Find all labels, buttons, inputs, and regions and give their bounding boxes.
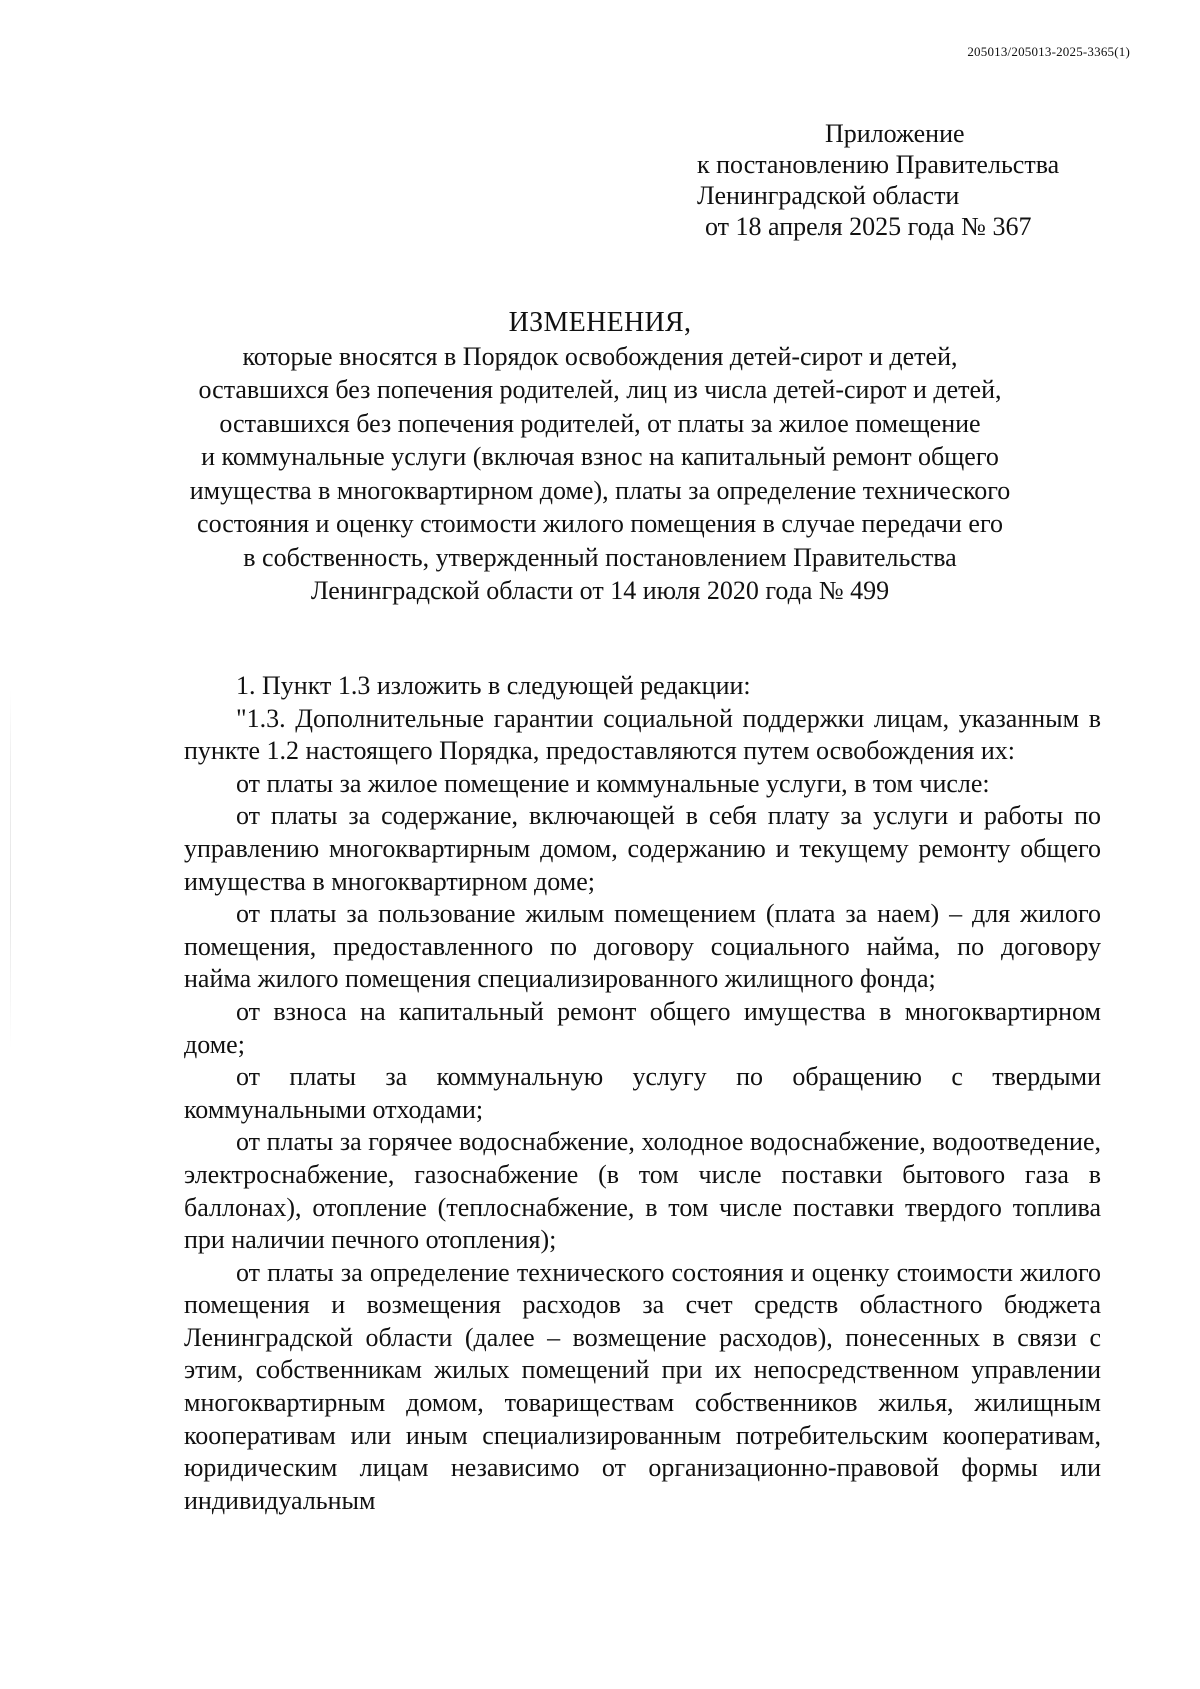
document-title bbox=[150, 306, 1050, 608]
appendix-line-2: к постановлению Правительства bbox=[697, 150, 1060, 179]
appendix-label: Приложение bbox=[825, 119, 965, 148]
title-line: и коммунальные услуги (включая взнос на капитальный ремонт общего bbox=[201, 442, 999, 471]
title-line: Ленинградской области от 14 июля 2020 года № 499 bbox=[310, 576, 890, 605]
document-number: 205013/205013-2025-3365(1) bbox=[967, 44, 1130, 59]
paragraph: 1. Пункт 1.3 изложить в следующей редакции: bbox=[236, 671, 751, 700]
appendix-line-3: Ленинградской области bbox=[697, 181, 960, 210]
title-line: в собственность, утвержденный постановлением Правительства bbox=[243, 542, 957, 572]
paragraph: от платы за пользование жилым помещением (плата за наем) – для жилого помещения, предоставленного по договору социального найма, по договору найма жилого помещения специализированного жилищного фонда; bbox=[184, 899, 1101, 994]
scan-crease bbox=[10, 690, 11, 1050]
paragraph: от взноса на капитальный ремонт общего имущества в многоквартирном доме; bbox=[184, 996, 1101, 1059]
title-line: которые вносятся в Порядок освобождения детей-сирот и детей, bbox=[242, 341, 958, 371]
appendix-block bbox=[697, 118, 1059, 242]
title-heading: ИЗМЕНЕНИЯ, bbox=[508, 307, 692, 338]
title-line: состояния и оценку стоимости жилого помещения в случае передачи его bbox=[197, 509, 1003, 538]
paragraph: от платы за горячее водоснабжение, холодное водоснабжение, водоотведение, электроснабжение, газоснабжение (в том числе поставки бытового газа в баллонах), отопление (теплоснабжение, в том числе поставки твердого топлива при наличии печного отопления); bbox=[184, 1127, 1101, 1255]
paragraph: от платы за определение технического состояния и оценку стоимости жилого помещения и возмещения расходов за счет средств областного бюджета Ленинградской области (далее – возмещение расходов), понесенных в связи с этим, собственникам жилых помещений при их непосредственном управлении многоквартирным домом, товариществам собственников жилья, жилищным кооперативам или иным специализированным потребительским кооперативам, юридическим лицам независимо от организационно-правовой формы или индивидуальным bbox=[184, 1257, 1101, 1515]
title-line: имущества в многоквартирном доме), платы за определение технического bbox=[189, 475, 1011, 505]
paragraph: от платы за жилое помещение и коммунальные услуги, в том числе: bbox=[236, 768, 990, 798]
title-line: оставшихся без попечения родителей, лиц из числа детей-сирот и детей, bbox=[198, 375, 1002, 404]
paragraph: от платы за содержание, включающей в себя плату за услуги и работы по управлению многоквартирным домом, содержанию и текущему ремонту общего имущества в многоквартирном доме; bbox=[184, 801, 1101, 896]
title-line: оставшихся без попечения родителей, от платы за жилое помещение bbox=[219, 408, 981, 438]
document-body bbox=[184, 670, 1101, 1517]
appendix-date: от 18 апреля 2025 года № 367 bbox=[705, 212, 1032, 241]
paragraph: от платы за коммунальную услугу по обращению с твердыми коммунальными отходами; bbox=[184, 1062, 1101, 1124]
paragraph: "1.3. Дополнительные гарантии социальной поддержки лицам, указанным в пункте 1.2 настоящего Порядка, предоставляются путем освобождения их: bbox=[184, 703, 1101, 766]
